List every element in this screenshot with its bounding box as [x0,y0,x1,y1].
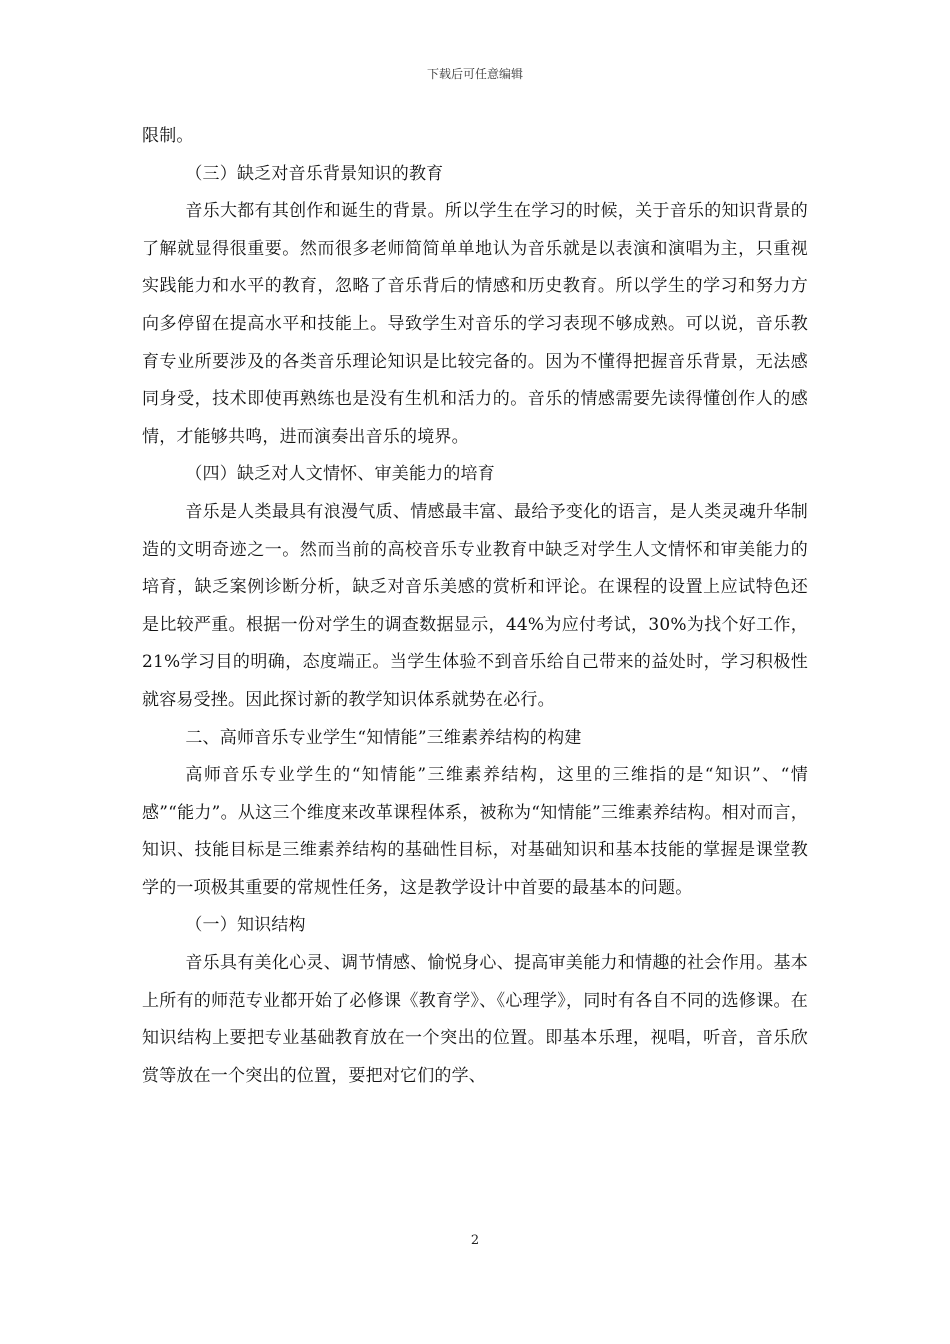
subsection-heading-1: （一）知识结构 [185,915,306,936]
page-header: 下载后可任意编辑 [426,67,523,81]
page-body [142,118,808,1095]
section-heading-4: （四）缺乏对人文情怀、审美能力的培育 [185,464,495,485]
paragraph-three-dimensional-structure: 高师音乐专业学生的“知情能”三维素养结构，这里的三维指的是“知识”、“情感”“能力”。从这三个维度来改革课程体系，被称为“知情能”三维素养结构。相对而言，知识、技能目标是三维素养结构的基础性目标，对基础知识和基本技能的掌握是课堂教学的一项极其重要的常规性任务，这是教学设计中首要的最基本的问题。 [142,765,808,898]
section-heading-3: （三）缺乏对音乐背景知识的教育 [185,163,444,184]
section-heading-2: 二、高师音乐专业学生“知情能”三维素养结构的构建 [185,727,582,748]
paragraph-humanities-aesthetics: 音乐是人类最具有浪漫气质、情感最丰富、最给予变化的语言，是人类灵魂升华制造的文明奇迹之一。然而当前的高校音乐专业教育中缺乏对学生人文情怀和审美能力的培育，缺乏案例诊断分析，缺乏对音乐美感的赏析和评论。在课程的设置上应试特色还是比较严重。根据一份对学生的调查数据显示，44%为应付考试，30%为找个好工作，21%学习目的明确，态度端正。当学生体验不到音乐给自己带来的益处时，学习积极性就容易受挫。因此探讨新的教学知识体系就势在必行。 [142,501,808,710]
page-number: 2 [470,1233,480,1248]
paragraph-music-background: 音乐大都有其创作和诞生的背景。所以学生在学习的时候，关于音乐的知识背景的了解就显得很重要。然而很多老师简简单单地认为音乐就是以表演和演唱为主，只重视实践能力和水平的教育，忽略了音乐背后的情感和历史教育。所以学生的学习和努力方向多停留在提高水平和技能上。导致学生对音乐的学习表现不够成熟。可以说，音乐教育专业所要涉及的各类音乐理论知识是比较完备的。因为不懂得把握音乐背景，无法感同身受，技术即使再熟练也是没有生机和活力的。音乐的情感需要先读得懂创作人的感情，才能够共鸣，进而演奏出音乐的境界。 [142,201,808,447]
paragraph-knowledge-structure: 音乐具有美化心灵、调节情感、愉悦身心、提高审美能力和情趣的社会作用。基本上所有的师范专业都开始了必修课《教育学》、《心理学》，同时有各自不同的选修课。在知识结构上要把专业基础教育放在一个突出的位置。即基本乐理，视唱，听音，音乐欣赏等放在一个突出的位置，要把对它们的学、 [142,953,808,1086]
paragraph-continuation: 限制。 [142,126,194,146]
